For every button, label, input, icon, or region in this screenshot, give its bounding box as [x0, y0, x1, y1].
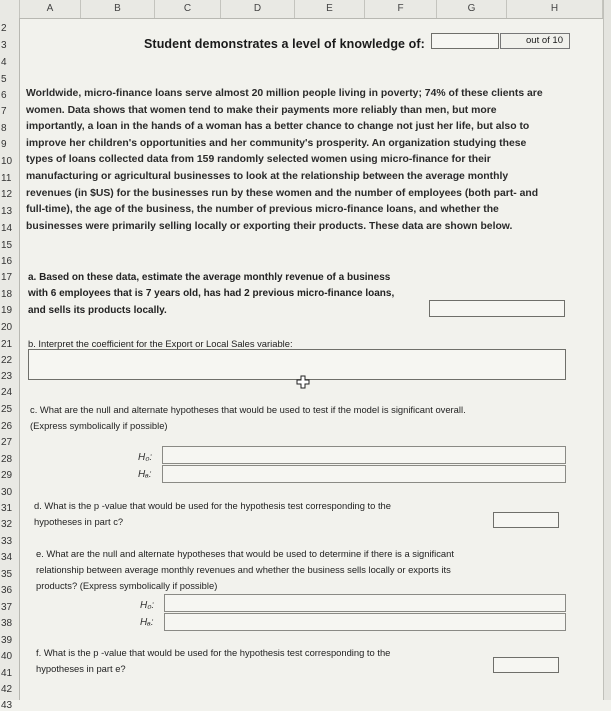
- row-header[interactable]: 33: [1, 536, 13, 547]
- question-a-line: a. Based on these data, estimate the average monthly revenue of a business: [28, 272, 391, 283]
- row-header[interactable]: 27: [1, 437, 13, 448]
- question-f-line: f. What is the p -value that would be used for the hypothesis test corresponding to the: [36, 647, 391, 658]
- column-header-f[interactable]: F: [365, 0, 437, 18]
- row-header[interactable]: 36: [1, 585, 13, 596]
- column-header-c[interactable]: C: [155, 0, 221, 18]
- ha-input-c[interactable]: [162, 465, 566, 483]
- question-c-line: (Express symbolically if possible): [30, 420, 168, 431]
- row-header[interactable]: 7: [1, 106, 7, 117]
- row-header[interactable]: 3: [1, 40, 7, 51]
- row-header[interactable]: 31: [1, 503, 13, 514]
- question-d-line: d. What is the p -value that would be used for the hypothesis test corresponding to the: [34, 500, 391, 511]
- paragraph-line: full-time), the age of the business, the number of previous micro-finance loans, and whether the: [26, 204, 499, 216]
- row-header[interactable]: 18: [1, 289, 13, 300]
- row-header[interactable]: 43: [1, 700, 13, 711]
- answer-d-input[interactable]: [493, 512, 559, 528]
- paragraph-line: improve her children's opportunities and her community's prosperity. An organization studying these: [26, 137, 527, 149]
- sheet-right-edge: [603, 0, 611, 700]
- knowledge-score-input[interactable]: [431, 33, 499, 49]
- question-e-line: relationship between average monthly revenues and whether the business sells locally or exports its: [36, 564, 451, 575]
- row-header[interactable]: 34: [1, 552, 13, 563]
- question-a-line: and sells its products locally.: [28, 305, 167, 316]
- row-header[interactable]: 37: [1, 602, 13, 613]
- question-c-line: c. What are the null and alternate hypotheses that would be used to test if the model is significant overall.: [30, 404, 466, 415]
- corner-cell[interactable]: [0, 0, 20, 18]
- row-header[interactable]: 40: [1, 651, 13, 662]
- row-header[interactable]: 2: [1, 23, 7, 34]
- row-header[interactable]: 25: [1, 404, 13, 415]
- row-header[interactable]: 26: [1, 421, 13, 432]
- row-header[interactable]: 9: [1, 139, 7, 150]
- paragraph-line: importantly, a loan in the hands of a woman has a better chance to change not just her life, but also to: [26, 121, 530, 133]
- row-header[interactable]: 6: [1, 90, 7, 101]
- row-header[interactable]: 28: [1, 454, 13, 465]
- column-header-g[interactable]: G: [437, 0, 507, 18]
- paragraph-line: types of loans collected data from 159 randomly selected women using micro-finance for their: [26, 154, 491, 166]
- paragraph-line: women. Data shows that women tend to make their payments more reliably than men, but more: [26, 104, 497, 116]
- h0-input-e[interactable]: [164, 594, 566, 612]
- row-header[interactable]: 11: [1, 173, 12, 184]
- cell-select-cursor-icon: [296, 375, 310, 389]
- row-header[interactable]: 38: [1, 618, 13, 629]
- row-header[interactable]: 15: [1, 240, 13, 251]
- answer-a-input[interactable]: [429, 300, 565, 317]
- row-header[interactable]: 24: [1, 387, 13, 398]
- question-e-line: e. What are the null and alternate hypotheses that would be used to determine if there is a significant: [36, 548, 454, 559]
- column-header-bar: [0, 0, 611, 19]
- row-header[interactable]: 19: [1, 305, 13, 316]
- row-header[interactable]: 17: [1, 272, 13, 283]
- out-of-label: out of 10: [500, 33, 570, 49]
- question-f-line: hypotheses in part e?: [36, 663, 126, 674]
- row-header[interactable]: 30: [1, 487, 13, 498]
- h0-label-c: H₀:: [138, 452, 153, 463]
- row-header[interactable]: 35: [1, 569, 13, 580]
- row-header[interactable]: 8: [1, 123, 7, 134]
- row-header[interactable]: 14: [1, 223, 13, 234]
- row-header[interactable]: 32: [1, 519, 13, 530]
- paragraph-line: Worldwide, micro-finance loans serve almost 20 million people living in poverty; 74% of these clients are: [26, 88, 543, 99]
- row-header[interactable]: 23: [1, 371, 13, 382]
- answer-f-input[interactable]: [493, 657, 559, 673]
- row-header[interactable]: 20: [1, 322, 13, 333]
- row-header-bar: [0, 18, 20, 711]
- paragraph-line: manufacturing or agricultural businesses to look at the relationship between the average monthly: [26, 170, 509, 182]
- ha-label-c: Hₐ:: [138, 469, 152, 480]
- column-header-e[interactable]: E: [295, 0, 365, 18]
- row-header[interactable]: 12: [1, 189, 13, 200]
- row-header[interactable]: 39: [1, 635, 13, 646]
- row-header[interactable]: 13: [1, 206, 13, 217]
- row-header[interactable]: 4: [1, 57, 7, 68]
- page-title: Student demonstrates a level of knowledge of:: [144, 37, 425, 51]
- row-header[interactable]: 21: [1, 339, 13, 350]
- column-header-h[interactable]: H: [507, 0, 603, 18]
- paragraph-line: revenues (in $US) for the businesses run by these women and the number of employees (both part- and: [26, 187, 539, 199]
- problem-description: [26, 86, 586, 235]
- question-a-line: with 6 employees that is 7 years old, has had 2 previous micro-finance loans,: [28, 288, 395, 299]
- row-header[interactable]: 16: [1, 256, 13, 267]
- row-header[interactable]: 5: [1, 74, 7, 85]
- h0-label-e: H₀:: [140, 600, 155, 611]
- paragraph-line: businesses were primarily selling locally or exporting their products. These data are shown below.: [26, 220, 513, 232]
- column-header-b[interactable]: B: [81, 0, 155, 18]
- row-header[interactable]: 10: [1, 156, 13, 167]
- column-header-d[interactable]: D: [221, 0, 295, 18]
- ha-input-e[interactable]: [164, 613, 566, 631]
- question-e-line: products? (Express symbolically if possible): [36, 580, 218, 591]
- column-header-a[interactable]: A: [20, 0, 81, 18]
- row-header[interactable]: 42: [1, 684, 13, 695]
- ha-label-e: Hₐ:: [140, 617, 154, 628]
- question-d-line: hypotheses in part c?: [34, 516, 124, 527]
- row-header[interactable]: 41: [1, 668, 13, 679]
- row-header[interactable]: 22: [1, 355, 13, 366]
- h0-input-c[interactable]: [162, 446, 566, 464]
- row-header[interactable]: 29: [1, 470, 13, 481]
- question-b-text: b. Interpret the coefficient for the Export or Local Sales variable:: [28, 338, 293, 349]
